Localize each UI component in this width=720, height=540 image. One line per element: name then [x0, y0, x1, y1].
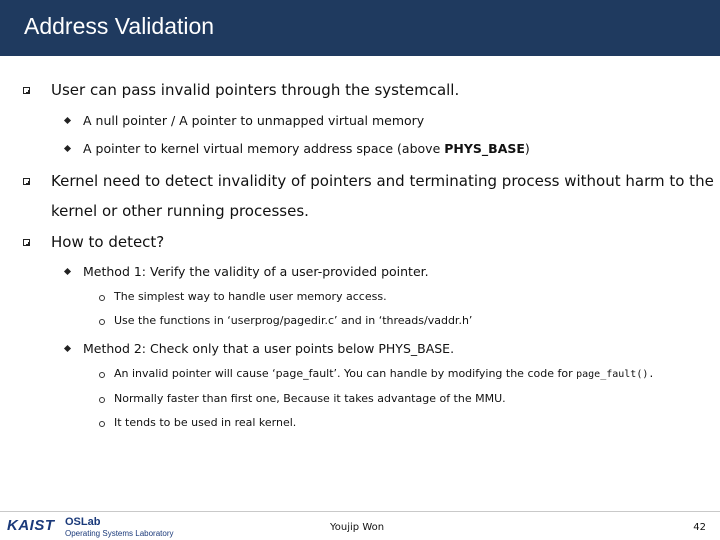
text-segment: A pointer to kernel virtual memory address space (above: [83, 141, 445, 156]
slide-title: Address Validation: [24, 13, 215, 39]
circle-bullet-icon: [99, 397, 105, 403]
code-segment: page_fault().: [576, 369, 655, 380]
square-bullet-icon: [23, 239, 30, 246]
diamond-bullet-icon: [64, 117, 71, 124]
bullet-text-continued: kernel or other running processes.: [51, 202, 309, 220]
sub-bullet-text: [83, 141, 530, 156]
diamond-bullet-icon: [64, 345, 71, 352]
square-bullet-icon: [23, 178, 30, 185]
footer-author: Youjip Won: [330, 522, 385, 533]
sub-bullet-text: Method 1: Verify the validity of a user-provided pointer.: [83, 264, 429, 279]
bullet-text: Kernel need to detect invalidity of pointers and terminating process without harm to the: [51, 172, 714, 190]
page-number: 42: [693, 522, 706, 533]
text-segment-bold: PHYS_BASE: [444, 141, 525, 156]
footer-divider: [0, 511, 720, 512]
circle-bullet-icon: [99, 319, 105, 325]
sub-sub-bullet-text: Normally faster than first one, Because it takes advantage of the MMU.: [114, 392, 506, 405]
bullet-text: User can pass invalid pointers through the systemcall.: [51, 81, 460, 99]
sub-sub-bullet-text: Use the functions in ‘userprog/pagedir.c’ and in ‘threads/vaddr.h’: [114, 314, 473, 327]
circle-bullet-icon: [99, 421, 105, 427]
sub-sub-bullet-text: It tends to be used in real kernel.: [114, 416, 297, 429]
square-bullet-icon: [23, 87, 30, 94]
diamond-bullet-icon: [64, 145, 71, 152]
text-segment: An invalid pointer will cause ‘page_fault’. You can handle by modifying the code for: [114, 367, 577, 380]
bullet-text: How to detect?: [51, 233, 165, 251]
oslab-logo-subtitle: Operating Systems Laboratory: [65, 529, 174, 538]
oslab-logo-title: OSLab: [65, 516, 101, 528]
sub-sub-bullet-text: [114, 367, 654, 380]
title-bar: [0, 0, 720, 56]
kaist-logo: KAIST: [7, 517, 55, 534]
circle-bullet-icon: [99, 295, 105, 301]
text-segment: ): [524, 141, 530, 156]
diamond-bullet-icon: [64, 268, 71, 275]
sub-bullet-text: A null pointer / A pointer to unmapped virtual memory: [83, 113, 425, 128]
sub-sub-bullet-text: The simplest way to handle user memory access.: [114, 290, 387, 303]
sub-bullet-text: Method 2: Check only that a user points below PHYS_BASE.: [83, 341, 455, 356]
circle-bullet-icon: [99, 372, 105, 378]
